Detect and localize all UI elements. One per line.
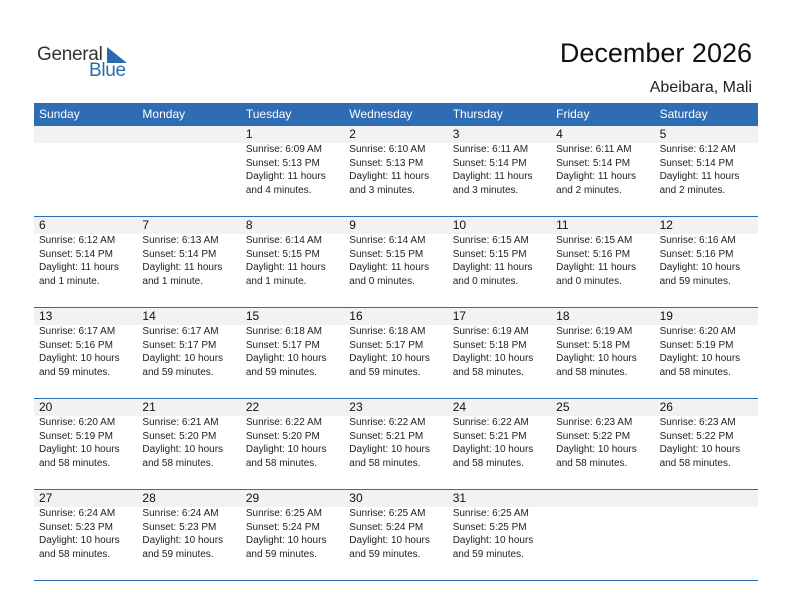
day-cell bbox=[344, 126, 447, 216]
sunrise-text: Sunrise: 6:13 AM bbox=[142, 235, 219, 246]
sunrise-text: Sunrise: 6:18 AM bbox=[349, 326, 426, 337]
sunrise-text: Sunrise: 6:23 AM bbox=[659, 417, 736, 428]
weekday-header-thursday: Thursday bbox=[452, 107, 503, 121]
daylight1-text: Daylight: 10 hours bbox=[39, 535, 120, 546]
daylight-minutes-text: and 3 minutes. bbox=[452, 184, 519, 196]
sunrise-text: Sunrise: 6:22 AM bbox=[452, 417, 529, 428]
day-number: 24 bbox=[452, 400, 467, 414]
day-cell bbox=[551, 399, 654, 489]
day-number: 22 bbox=[245, 400, 260, 414]
daylight-minutes-text: and 1 minute. bbox=[39, 275, 100, 287]
daylight1-text: Daylight: 11 hours bbox=[245, 262, 326, 273]
day-number: 26 bbox=[659, 400, 673, 414]
day-cell bbox=[137, 399, 240, 489]
sunrise-text: Sunrise: 6:22 AM bbox=[245, 417, 322, 428]
sunset-text: Sunset: 5:22 PM bbox=[659, 430, 734, 442]
day-number: 14 bbox=[142, 309, 156, 323]
week-row bbox=[34, 308, 758, 399]
sunrise-text: Sunrise: 6:11 AM bbox=[556, 144, 632, 155]
sunrise-text: Sunrise: 6:25 AM bbox=[452, 508, 529, 519]
sunrise-text: Sunrise: 6:14 AM bbox=[245, 235, 322, 246]
day-number: 19 bbox=[659, 309, 673, 323]
daylight1-text: Daylight: 11 hours bbox=[349, 171, 430, 182]
daylight1-text: Daylight: 10 hours bbox=[452, 444, 534, 455]
sunrise-text: Sunrise: 6:15 AM bbox=[556, 235, 633, 246]
day-number: 8 bbox=[245, 218, 253, 232]
sunset-text: Sunset: 5:20 PM bbox=[142, 430, 217, 442]
weekday-header-tuesday: Tuesday bbox=[245, 107, 292, 121]
sunset-text: Sunset: 5:13 PM bbox=[245, 157, 320, 169]
daylight1-text: Daylight: 10 hours bbox=[39, 353, 120, 364]
daylight1-text: Daylight: 10 hours bbox=[556, 353, 637, 364]
daylight1-text: Daylight: 11 hours bbox=[39, 262, 119, 273]
empty-day-cell bbox=[655, 490, 758, 580]
day-number: 25 bbox=[556, 400, 570, 414]
sunrise-text: Sunrise: 6:12 AM bbox=[659, 144, 736, 155]
sunrise-text: Sunrise: 6:24 AM bbox=[142, 508, 219, 519]
day-number: 27 bbox=[39, 491, 53, 505]
week-row bbox=[34, 126, 758, 217]
sunset-text: Sunset: 5:17 PM bbox=[245, 339, 320, 351]
day-number: 23 bbox=[349, 400, 363, 414]
sunrise-text: Sunrise: 6:18 AM bbox=[245, 326, 322, 337]
sunset-text: Sunset: 5:13 PM bbox=[349, 157, 424, 169]
sunset-text: Sunset: 5:19 PM bbox=[659, 339, 734, 351]
daylight1-text: Daylight: 10 hours bbox=[556, 444, 637, 455]
weekday-header-wednesday: Wednesday bbox=[349, 107, 413, 121]
day-cell bbox=[655, 308, 758, 398]
daylight1-text: Daylight: 10 hours bbox=[452, 353, 534, 364]
day-number: 11 bbox=[556, 218, 569, 232]
sunrise-text: Sunrise: 6:23 AM bbox=[556, 417, 633, 428]
daylight-minutes-text: and 0 minutes. bbox=[349, 275, 415, 287]
day-number: 9 bbox=[349, 218, 356, 232]
weekday-header-row bbox=[34, 103, 758, 126]
day-number: 1 bbox=[245, 127, 253, 141]
sunrise-text: Sunrise: 6:10 AM bbox=[349, 144, 426, 155]
sunrise-text: Sunrise: 6:09 AM bbox=[245, 144, 322, 155]
logo-word-blue: Blue bbox=[89, 60, 126, 81]
sunset-text: Sunset: 5:18 PM bbox=[556, 339, 631, 351]
daylight-minutes-text: and 58 minutes. bbox=[452, 366, 524, 378]
weekday-header-friday: Friday bbox=[556, 107, 590, 121]
week-row bbox=[34, 217, 758, 308]
daylight-minutes-text: and 58 minutes. bbox=[659, 366, 731, 378]
day-number: 12 bbox=[659, 218, 673, 232]
day-cell bbox=[551, 126, 654, 216]
daylight-minutes-text: and 0 minutes. bbox=[452, 275, 519, 287]
day-number: 30 bbox=[349, 491, 363, 505]
day-cell bbox=[448, 399, 551, 489]
sunrise-text: Sunrise: 6:20 AM bbox=[39, 417, 116, 428]
day-cell bbox=[241, 490, 344, 580]
daylight1-text: Daylight: 10 hours bbox=[349, 353, 430, 364]
daylight-minutes-text: and 59 minutes. bbox=[245, 366, 318, 378]
day-number: 3 bbox=[452, 127, 460, 141]
week-row bbox=[34, 399, 758, 490]
sunrise-text: Sunrise: 6:15 AM bbox=[452, 235, 529, 246]
sunset-text: Sunset: 5:25 PM bbox=[452, 521, 527, 533]
sunset-text: Sunset: 5:16 PM bbox=[39, 339, 113, 351]
daylight1-text: Daylight: 10 hours bbox=[452, 535, 534, 546]
sunset-text: Sunset: 5:15 PM bbox=[452, 248, 527, 260]
sunrise-text: Sunrise: 6:14 AM bbox=[349, 235, 426, 246]
day-cell bbox=[551, 308, 654, 398]
daylight-minutes-text: and 2 minutes. bbox=[659, 184, 726, 196]
sunrise-text: Sunrise: 6:25 AM bbox=[245, 508, 322, 519]
day-number: 7 bbox=[142, 218, 150, 232]
day-cell bbox=[448, 490, 551, 580]
sunrise-text: Sunrise: 6:19 AM bbox=[556, 326, 633, 337]
daylight-minutes-text: and 58 minutes. bbox=[556, 457, 628, 469]
daylight-minutes-text: and 58 minutes. bbox=[142, 457, 214, 469]
daylight1-text: Daylight: 11 hours bbox=[452, 262, 533, 273]
sunrise-text: Sunrise: 6:20 AM bbox=[659, 326, 736, 337]
sunset-text: Sunset: 5:16 PM bbox=[556, 248, 631, 260]
sunset-text: Sunset: 5:24 PM bbox=[245, 521, 320, 533]
sunset-text: Sunset: 5:14 PM bbox=[556, 157, 631, 169]
daylight-minutes-text: and 59 minutes. bbox=[452, 548, 524, 560]
day-number: 5 bbox=[659, 127, 667, 141]
logo-word-general: General bbox=[37, 44, 103, 65]
sunset-text: Sunset: 5:21 PM bbox=[452, 430, 527, 442]
day-cell bbox=[344, 399, 447, 489]
daylight1-text: Daylight: 10 hours bbox=[659, 444, 741, 455]
daylight1-text: Daylight: 11 hours bbox=[659, 171, 740, 182]
daylight1-text: Daylight: 10 hours bbox=[245, 353, 327, 364]
daylight-minutes-text: and 59 minutes. bbox=[142, 548, 214, 560]
daylight-minutes-text: and 58 minutes. bbox=[452, 457, 524, 469]
daylight1-text: Daylight: 10 hours bbox=[245, 535, 327, 546]
location-label: Abeibara, Mali bbox=[649, 79, 752, 96]
empty-day-cell bbox=[137, 126, 240, 216]
daylight1-text: Daylight: 10 hours bbox=[659, 353, 741, 364]
daylight-minutes-text: and 58 minutes. bbox=[39, 457, 111, 469]
sunset-text: Sunset: 5:16 PM bbox=[659, 248, 734, 260]
daylight1-text: Daylight: 10 hours bbox=[142, 353, 224, 364]
week-row bbox=[34, 490, 758, 581]
sunset-text: Sunset: 5:14 PM bbox=[142, 248, 217, 260]
daylight-minutes-text: and 58 minutes. bbox=[39, 548, 111, 560]
day-cell bbox=[241, 217, 344, 307]
daylight1-text: Daylight: 10 hours bbox=[142, 535, 224, 546]
sunset-text: Sunset: 5:18 PM bbox=[452, 339, 527, 351]
calendar-grid bbox=[34, 103, 758, 581]
daylight1-text: Daylight: 10 hours bbox=[142, 444, 224, 455]
day-cell bbox=[34, 490, 137, 580]
day-number: 15 bbox=[245, 309, 260, 323]
daylight-minutes-text: and 1 minute. bbox=[245, 275, 307, 287]
sunrise-text: Sunrise: 6:17 AM bbox=[142, 326, 219, 337]
day-cell bbox=[655, 217, 758, 307]
day-cell bbox=[344, 217, 447, 307]
day-number: 18 bbox=[556, 309, 570, 323]
sunset-text: Sunset: 5:24 PM bbox=[349, 521, 424, 533]
day-cell bbox=[137, 490, 240, 580]
day-cell bbox=[344, 490, 447, 580]
day-cell bbox=[137, 308, 240, 398]
daylight1-text: Daylight: 10 hours bbox=[349, 444, 430, 455]
daylight-minutes-text: and 59 minutes. bbox=[142, 366, 214, 378]
sunrise-text: Sunrise: 6:17 AM bbox=[39, 326, 116, 337]
week-rows bbox=[34, 126, 758, 581]
daylight1-text: Daylight: 10 hours bbox=[245, 444, 327, 455]
day-number: 31 bbox=[452, 491, 467, 505]
day-cell bbox=[34, 217, 137, 307]
sunrise-text: Sunrise: 6:11 AM bbox=[452, 144, 529, 155]
sunrise-text: Sunrise: 6:16 AM bbox=[659, 235, 736, 246]
day-number: 10 bbox=[452, 218, 467, 232]
daylight-minutes-text: and 59 minutes. bbox=[349, 548, 421, 560]
day-number: 4 bbox=[556, 127, 563, 141]
daylight1-text: Daylight: 11 hours bbox=[245, 171, 326, 182]
sunrise-text: Sunrise: 6:24 AM bbox=[39, 508, 116, 519]
empty-day-cell bbox=[34, 126, 137, 216]
daylight-minutes-text: and 58 minutes. bbox=[245, 457, 318, 469]
sunset-text: Sunset: 5:14 PM bbox=[659, 157, 734, 169]
day-cell bbox=[551, 217, 654, 307]
day-cell bbox=[655, 399, 758, 489]
sunset-text: Sunset: 5:23 PM bbox=[39, 521, 113, 533]
sunrise-text: Sunrise: 6:22 AM bbox=[349, 417, 426, 428]
weekday-header-saturday: Saturday bbox=[659, 107, 708, 121]
sunset-text: Sunset: 5:23 PM bbox=[142, 521, 217, 533]
day-cell bbox=[241, 399, 344, 489]
daylight-minutes-text: and 1 minute. bbox=[142, 275, 204, 287]
daylight-minutes-text: and 3 minutes. bbox=[349, 184, 415, 196]
daylight1-text: Daylight: 11 hours bbox=[349, 262, 430, 273]
daylight1-text: Daylight: 10 hours bbox=[659, 262, 741, 273]
day-cell bbox=[241, 126, 344, 216]
generalblue-logo bbox=[37, 44, 137, 80]
sunset-text: Sunset: 5:21 PM bbox=[349, 430, 424, 442]
daylight-minutes-text: and 0 minutes. bbox=[556, 275, 622, 287]
daylight1-text: Daylight: 10 hours bbox=[349, 535, 430, 546]
day-number: 13 bbox=[39, 309, 53, 323]
weekday-header-sunday: Sunday bbox=[39, 107, 80, 121]
sunrise-text: Sunrise: 6:12 AM bbox=[39, 235, 116, 246]
daylight1-text: Daylight: 11 hours bbox=[556, 171, 636, 182]
day-number: 6 bbox=[39, 218, 46, 232]
sunset-text: Sunset: 5:17 PM bbox=[349, 339, 424, 351]
day-number: 16 bbox=[349, 309, 363, 323]
daylight-minutes-text: and 59 minutes. bbox=[39, 366, 111, 378]
day-cell bbox=[137, 217, 240, 307]
day-cell bbox=[241, 308, 344, 398]
day-number: 28 bbox=[142, 491, 156, 505]
daylight1-text: Daylight: 11 hours bbox=[142, 262, 223, 273]
day-cell bbox=[344, 308, 447, 398]
daylight-minutes-text: and 58 minutes. bbox=[556, 366, 628, 378]
sunrise-text: Sunrise: 6:25 AM bbox=[349, 508, 426, 519]
day-number: 21 bbox=[142, 400, 156, 414]
daylight-minutes-text: and 59 minutes. bbox=[659, 275, 731, 287]
sunset-text: Sunset: 5:19 PM bbox=[39, 430, 113, 442]
daylight-minutes-text: and 58 minutes. bbox=[659, 457, 731, 469]
day-cell bbox=[34, 308, 137, 398]
sunrise-text: Sunrise: 6:21 AM bbox=[142, 417, 219, 428]
day-cell bbox=[448, 126, 551, 216]
daylight-minutes-text: and 59 minutes. bbox=[245, 548, 318, 560]
daylight-minutes-text: and 59 minutes. bbox=[349, 366, 421, 378]
daylight1-text: Daylight: 10 hours bbox=[39, 444, 120, 455]
day-cell bbox=[34, 399, 137, 489]
sunset-text: Sunset: 5:14 PM bbox=[452, 157, 527, 169]
sunrise-text: Sunrise: 6:19 AM bbox=[452, 326, 529, 337]
day-number: 17 bbox=[452, 309, 467, 323]
day-cell bbox=[448, 308, 551, 398]
page-title: December 2026 bbox=[559, 38, 752, 68]
daylight-minutes-text: and 2 minutes. bbox=[556, 184, 622, 196]
sunset-text: Sunset: 5:17 PM bbox=[142, 339, 217, 351]
sunset-text: Sunset: 5:22 PM bbox=[556, 430, 631, 442]
weekday-header-monday: Monday bbox=[142, 107, 186, 121]
daylight-minutes-text: and 4 minutes. bbox=[245, 184, 312, 196]
day-number: 29 bbox=[245, 491, 260, 505]
sunset-text: Sunset: 5:14 PM bbox=[39, 248, 113, 260]
day-cell bbox=[655, 126, 758, 216]
daylight1-text: Daylight: 11 hours bbox=[452, 171, 533, 182]
day-number: 2 bbox=[349, 127, 356, 141]
empty-day-cell bbox=[551, 490, 654, 580]
daylight-minutes-text: and 58 minutes. bbox=[349, 457, 421, 469]
daylight1-text: Daylight: 11 hours bbox=[556, 262, 636, 273]
sunset-text: Sunset: 5:20 PM bbox=[245, 430, 320, 442]
day-cell bbox=[448, 217, 551, 307]
sunset-text: Sunset: 5:15 PM bbox=[349, 248, 424, 260]
day-number: 20 bbox=[39, 400, 53, 414]
sunset-text: Sunset: 5:15 PM bbox=[245, 248, 320, 260]
